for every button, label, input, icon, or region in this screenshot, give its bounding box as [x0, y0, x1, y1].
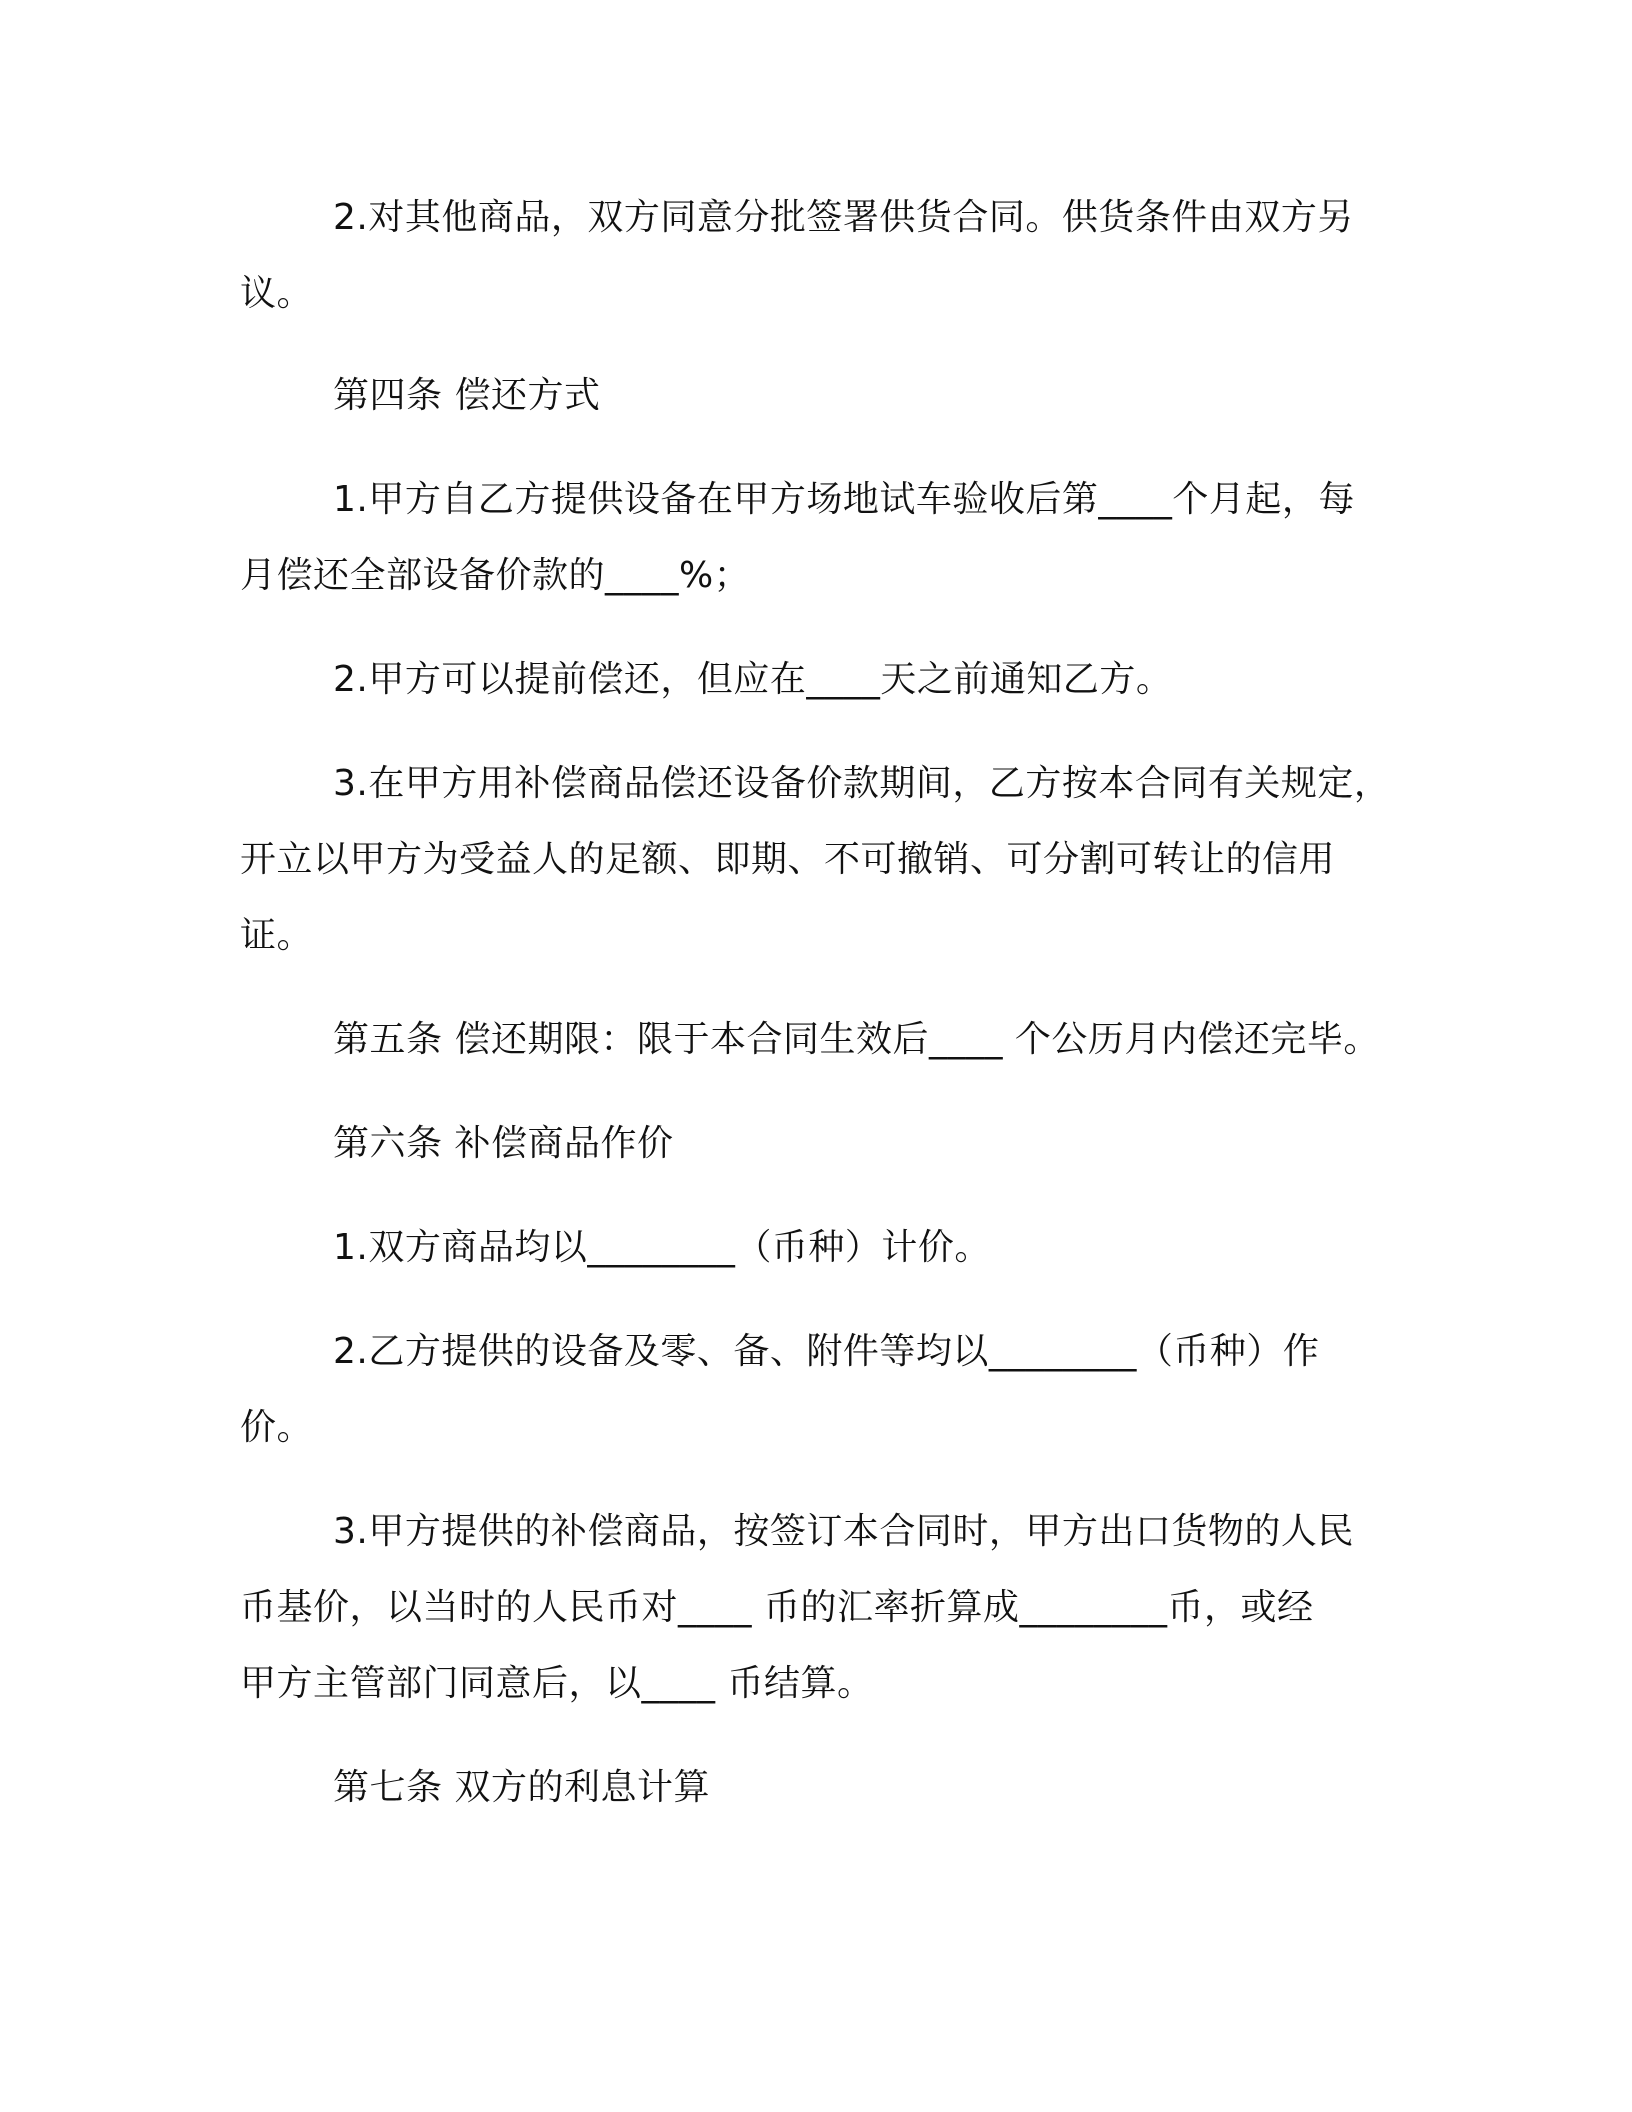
section-heading: 第五条 偿还期限：限于本合同生效后____ 个公历月内偿还完毕。 — [333, 1019, 1380, 1060]
paragraph-line: 2.甲方可以提前偿还，但应在____天之前通知乙方。 — [333, 659, 1173, 700]
paragraph-line: 月偿还全部设备价款的____%； — [240, 555, 751, 596]
section-heading: 第六条 补偿商品作价 — [333, 1123, 674, 1164]
section-heading: 第四条 偿还方式 — [333, 375, 601, 416]
paragraph-line: 3.在甲方用补偿商品偿还设备价款期间，乙方按本合同有关规定， — [333, 763, 1391, 804]
paragraph-line: 2.乙方提供的设备及零、备、附件等均以________（币种）作 — [333, 1331, 1320, 1372]
section-heading: 第七条 双方的利息计算 — [333, 1767, 710, 1808]
paragraph-line: 议。 — [240, 273, 314, 314]
paragraph-line: 币基价，以当时的人民币对____ 币的汇率折算成________币，或经 — [240, 1587, 1314, 1628]
paragraph-line: 3.甲方提供的补偿商品，按签订本合同时，甲方出口货物的人民 — [333, 1511, 1354, 1552]
paragraph-line: 1.甲方自乙方提供设备在甲方场地试车验收后第____个月起，每 — [333, 479, 1355, 520]
paragraph-line: 开立以甲方为受益人的足额、即期、不可撤销、可分割可转让的信用 — [240, 839, 1336, 880]
paragraph-line: 1.双方商品均以________（币种）计价。 — [333, 1227, 991, 1268]
paragraph-line: 2.对其他商品，双方同意分批签署供货合同。供货条件由双方另 — [333, 197, 1354, 238]
paragraph-line: 价。 — [240, 1407, 314, 1448]
paragraph-line: 甲方主管部门同意后，以____ 币结算。 — [240, 1663, 874, 1704]
paragraph-line: 证。 — [240, 915, 314, 956]
